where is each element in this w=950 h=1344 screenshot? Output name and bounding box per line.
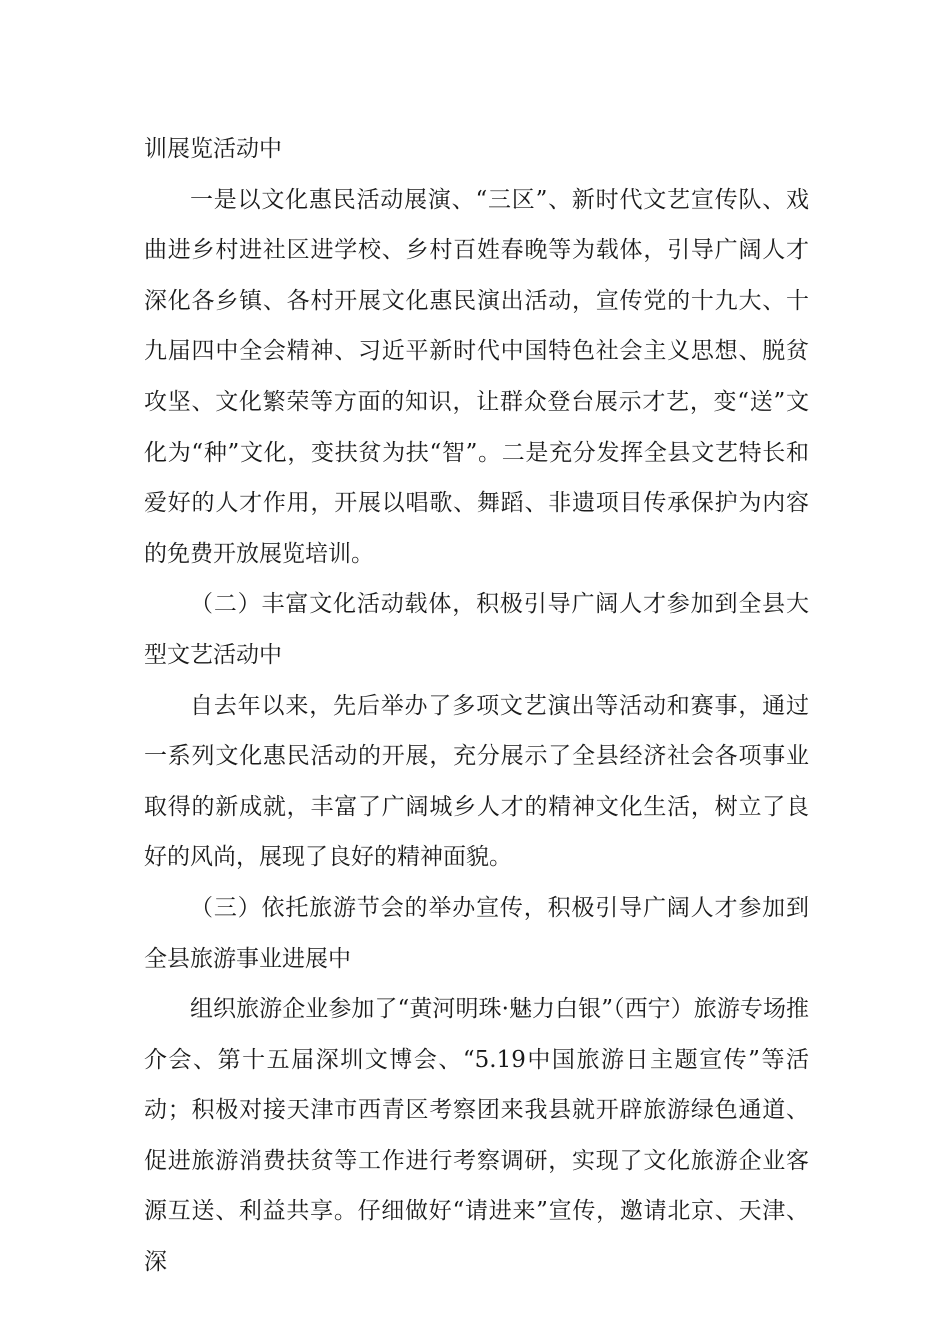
paragraph-cultural-activities: 一是以文化惠民活动展演、“三区”、新时代文艺宣传队、戏曲进乡村进社区进学校、乡村百姓春晚等为载体，引导广阔人才深化各乡镇、各村开展文化惠民演出活动，宣传党的十九大、十九届四中全会精神、习近平新时代中国特色社会主义思想、脱贫攻坚、文化繁荣等方面的知识，让群众登台展示才艺，变“送”文化为“种”文化，变扶贫为扶“智”。二是充分发挥全县文艺特长和爱好的人才作用，开展以唱歌、舞蹈、非遗项目传承保护为内容的免费开放展览培训。	[144, 186, 809, 567]
paragraph-performances: 自去年以来，先后举办了多项文艺演出等活动和赛事，通过一系列文化惠民活动的开展，充分展示了全县经济社会各项事业取得的新成就，丰富了广阔城乡人才的精神文化生活，树立了良好的风尚，展现了良好的精神面貌。	[144, 692, 809, 871]
document-body	[144, 124, 809, 1288]
paragraph-continuation: 训展览活动中	[144, 136, 282, 162]
paragraph-tourism: 组织旅游企业参加了“黄河明珠·魅力白银”（西宁）旅游专场推介会、第十五届深圳文博会、“5.19中国旅游日主题宣传”等活动；积极对接天津市西青区考察团来我县就开辟旅游绿色通道、促进旅游消费扶贫等工作进行考察调研，实现了文化旅游企业客源互送、利益共享。仔细做好“请进来”宣传，邀请北京、天津、深	[144, 996, 809, 1276]
section-heading-2: （二）丰富文化活动载体，积极引导广阔人才参加到全县大型文艺活动中	[144, 591, 809, 668]
section-heading-3: （三）依托旅游节会的举办宣传，积极引导广阔人才参加到全县旅游事业进展中	[144, 894, 809, 972]
